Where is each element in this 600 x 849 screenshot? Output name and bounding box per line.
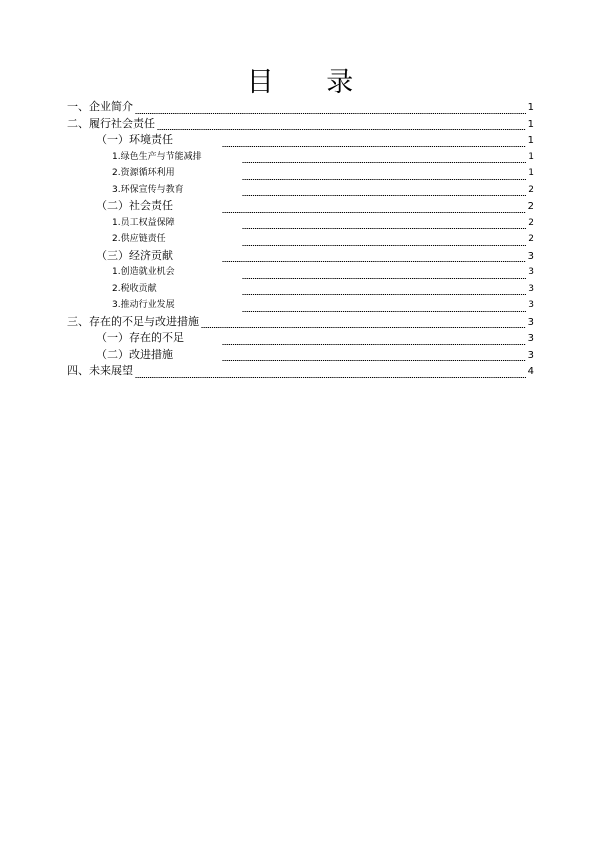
toc-entry[interactable] — [67, 132, 534, 149]
toc-entry-label: 一、企业简介 — [67, 100, 133, 113]
toc-entry-label: 2.资源循环利用 — [112, 168, 175, 178]
toc-leader-dots — [242, 186, 526, 197]
toc-page-number: 1 — [527, 118, 534, 130]
toc-entry-label: 2.税收贡献 — [112, 283, 157, 294]
table-of-contents — [67, 99, 534, 380]
toc-entry[interactable] — [67, 165, 534, 182]
toc-page-number: 3 — [528, 283, 534, 294]
toc-leader-dots — [222, 335, 526, 346]
toc-leader-dots — [157, 120, 526, 131]
toc-leader-dots — [222, 137, 526, 148]
toc-entry[interactable] — [67, 215, 534, 232]
toc-leader-dots — [222, 252, 526, 263]
toc-leader-dots — [242, 170, 526, 181]
toc-entry-label: 1.绿色生产与节能减排 — [112, 151, 202, 162]
toc-page-number: 3 — [528, 300, 534, 310]
toc-leader-dots — [201, 318, 526, 329]
toc-page-number: 2 — [527, 201, 534, 212]
toc-page-number: 3 — [528, 267, 534, 277]
toc-entry[interactable] — [67, 314, 534, 331]
toc-entry[interactable] — [67, 264, 534, 281]
toc-leader-dots — [135, 104, 526, 115]
toc-page-number: 1 — [527, 102, 534, 113]
toc-entry-label: （二）社会责任 — [96, 199, 173, 212]
toc-entry[interactable] — [67, 248, 534, 265]
toc-entry[interactable] — [67, 347, 534, 364]
toc-page-number: 3 — [527, 250, 534, 262]
toc-entry[interactable] — [67, 182, 534, 199]
toc-page-number: 4 — [527, 366, 534, 377]
toc-entry-label: （二）改进措施 — [96, 347, 173, 361]
toc-entry[interactable] — [67, 330, 534, 347]
toc-page-number: 2 — [528, 234, 534, 244]
toc-entry-label: 3.环保宣传与教育 — [112, 184, 184, 195]
toc-page-number: 1 — [528, 151, 534, 162]
toc-page-number: 3 — [527, 349, 534, 361]
toc-leader-dots — [222, 351, 526, 362]
toc-leader-dots — [242, 236, 526, 247]
toc-entry[interactable] — [67, 231, 534, 248]
toc-leader-dots — [242, 269, 526, 280]
toc-entry-label: （一）存在的不足 — [96, 331, 184, 344]
toc-leader-dots — [242, 302, 526, 313]
toc-entry[interactable] — [67, 99, 534, 116]
toc-page-number: 3 — [527, 333, 534, 344]
toc-leader-dots — [222, 203, 526, 214]
toc-entry-label: 3.推动行业发展 — [112, 300, 175, 310]
toc-entry-label: 四、未来展望 — [67, 364, 133, 377]
toc-leader-dots — [242, 153, 526, 164]
toc-entry[interactable] — [67, 198, 534, 215]
toc-entry[interactable] — [67, 116, 534, 133]
toc-entry[interactable] — [67, 149, 534, 166]
toc-leader-dots — [135, 368, 526, 379]
toc-leader-dots — [242, 285, 526, 296]
toc-page-number: 2 — [528, 184, 534, 195]
page-title: 目 录 — [246, 67, 376, 98]
toc-entry-label: 二、履行社会责任 — [67, 116, 155, 130]
toc-entry[interactable] — [67, 363, 534, 380]
toc-leader-dots — [242, 219, 526, 230]
toc-page-number: 3 — [527, 316, 534, 328]
toc-entry[interactable] — [67, 281, 534, 298]
toc-entry-label: 1.创造就业机会 — [112, 267, 175, 277]
toc-entry-label: 三、存在的不足与改进措施 — [67, 314, 199, 328]
toc-page-number: 1 — [528, 168, 534, 178]
toc-entry[interactable] — [67, 297, 534, 314]
toc-entry-label: 2.供应链责任 — [112, 234, 166, 244]
toc-entry-label: （一）环境责任 — [96, 133, 173, 146]
toc-page-number: 2 — [528, 217, 534, 228]
toc-entry-label: 1.员工权益保障 — [112, 217, 175, 228]
toc-entry-label: （三）经济贡献 — [96, 248, 173, 262]
toc-page-number: 1 — [527, 135, 534, 146]
